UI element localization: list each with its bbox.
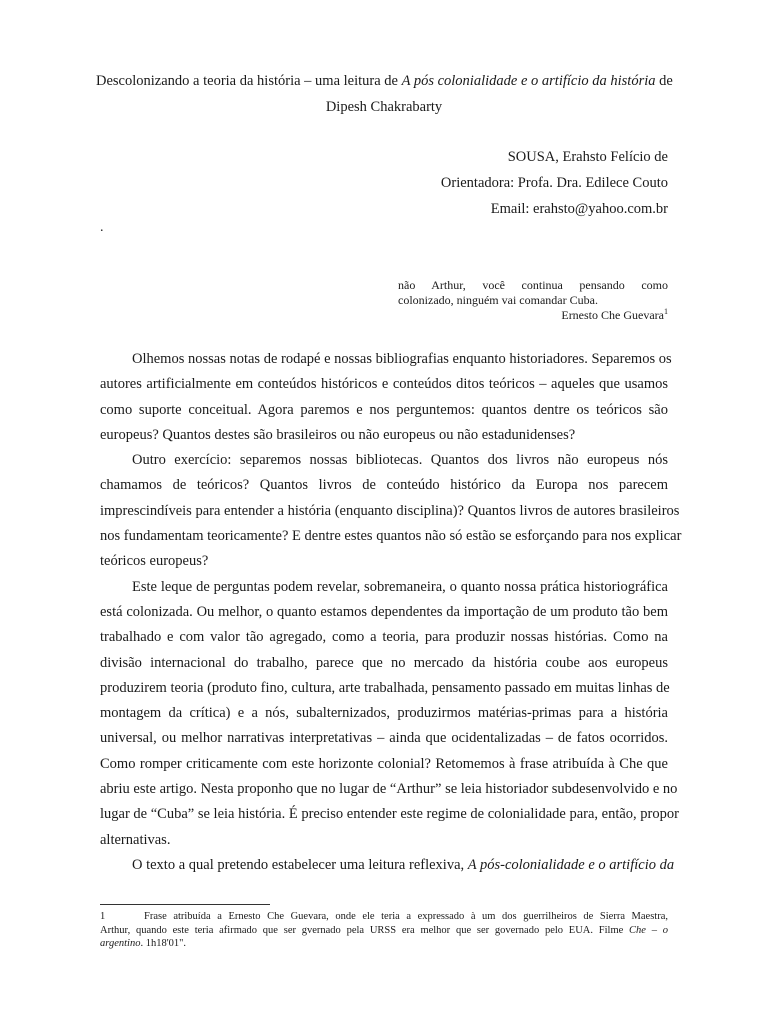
author-email: Email: erahsto@yahoo.com.br [490, 201, 668, 217]
paragraph-line: montagem da crítica) e a nós, subalternizados, produzirmos matérias-primas para a história [100, 705, 668, 722]
footnote-film-title: Che – o [629, 924, 668, 936]
title-italic-work: A pós colonialidade e o artifício da história [401, 73, 656, 89]
paragraph-line: autores artificialmente em conteúdos históricos e conteúdos ditos teóricos – aqueles que usamos [100, 376, 668, 393]
epigraph-source [398, 308, 668, 323]
footnote-line [100, 910, 668, 924]
paragraph-line: Olhemos nossas notas de rodapé e nossas bibliografias enquanto historiadores. Separemos os [132, 351, 672, 367]
paragraph-line: teóricos europeus? [100, 553, 209, 570]
paragraph-3 [100, 575, 679, 853]
body-text [100, 347, 682, 878]
footnote-text: . 1h18'01". [140, 938, 187, 949]
paragraph-line: alternativas. [100, 831, 171, 848]
title-line-2: Dipesh Chakrabarty [325, 99, 443, 115]
advisor-name: Orientadora: Profa. Dra. Edilece Couto [440, 175, 668, 191]
paragraph-line: europeus? Quantos destes são brasileiros ou não europeus ou não estadunidenses? [100, 426, 576, 443]
paragraph-line: está colonizada. Ou melhor, o quanto estamos dependentes da importação de um produto tão bem [100, 603, 668, 620]
paragraph-line: universal, ou melhor narrativas interpretativas – ainda que ocidentalizadas – de fatos ocorridos. [100, 730, 668, 747]
paragraph-line [100, 853, 675, 878]
paragraph-line: divisão internacional do trabalho, parece que no mercado da história coube aos europeus [100, 654, 668, 671]
paragraph-4 [100, 853, 675, 878]
footnote-text: Arthur, quando este teria afirmado que ser gvernado pela URSS era melhor que ser governado pelo EUA. Filme [100, 924, 630, 936]
epigraph-line: não Arthur, você continua pensando como [398, 278, 668, 292]
paragraph-line: lugar de “Cuba” se leia história. É preciso entender este regime de colonialidade para, então, propor [100, 806, 679, 823]
paragraph-line: Outro exercício: separemos nossas bibliotecas. Quantos dos livros não europeus nós [132, 452, 668, 469]
epigraph [398, 278, 668, 323]
footnote-number: 1 [100, 911, 106, 922]
footnote-divider [100, 904, 270, 905]
author-name: SOUSA, Erahsto Felício de [507, 149, 668, 165]
title-text: Descolonizando a teoria da história – uma leitura de [96, 73, 402, 89]
paragraph-text: O texto a qual pretendo estabelecer uma leitura reflexiva, [132, 856, 468, 873]
stray-mark: . [100, 220, 104, 235]
paragraph-line: abriu este artigo. Nesta proponho que no lugar de “Arthur” se leia historiador subdesenvolvido e no [100, 781, 678, 798]
paragraph-italic-work: A pós-colonialidade e o artifício da [467, 856, 675, 873]
epigraph-source-name: Ernesto Che Guevara [561, 308, 664, 322]
paragraph-2 [100, 448, 682, 574]
paragraph-1 [100, 347, 672, 448]
paragraph-line: Este leque de perguntas podem revelar, sobremaneira, o quanto nossa prática historiográfica [132, 578, 668, 595]
footnote-film-title: argentino [100, 938, 141, 949]
footnote-text: Frase atribuída a Ernesto Che Guevara, onde ele teria a expressado à um dos guerrilheiros de Sierra Maestra, [144, 911, 668, 922]
title-text-end: de [655, 73, 673, 89]
paragraph-line: chamamos de teóricos? Quantos livros de conteúdo histórico da Europa nos parecem [100, 477, 668, 494]
footnote-line [100, 937, 668, 951]
footnote-reference[interactable]: 1 [664, 307, 668, 316]
paragraph-line: produzirem teoria (produto fino, cultura, arte trabalhada, pensamento passado em muitas linhas de [100, 679, 670, 696]
article-title [96, 68, 672, 120]
paragraph-line: Como romper criticamente com este horizonte colonial? Retomemos à frase atribuída à Che que [100, 755, 668, 772]
paragraph-line: imprescindíveis para entender a história (enquanto disciplina)? Quantos livros de autores brasileiros [100, 502, 680, 519]
paragraph-line: como suporte conceitual. Agora paremos e nos perguntemos: quantos dentre os teóricos são [100, 401, 668, 418]
title-line-1 [96, 68, 672, 94]
paragraph-line: nos fundamentam teoricamente? E dentre estes quantos não só estão se esforçando para nos explicar [100, 528, 682, 545]
footnote-line [100, 924, 668, 938]
author-block [300, 144, 668, 222]
paragraph-line: trabalhado e com valor tão agregado, como a teoria, para produzir nossas histórias. Como na [100, 629, 668, 646]
footnotes [100, 910, 668, 951]
epigraph-line: colonizado, ninguém vai comandar Cuba. [398, 293, 598, 307]
